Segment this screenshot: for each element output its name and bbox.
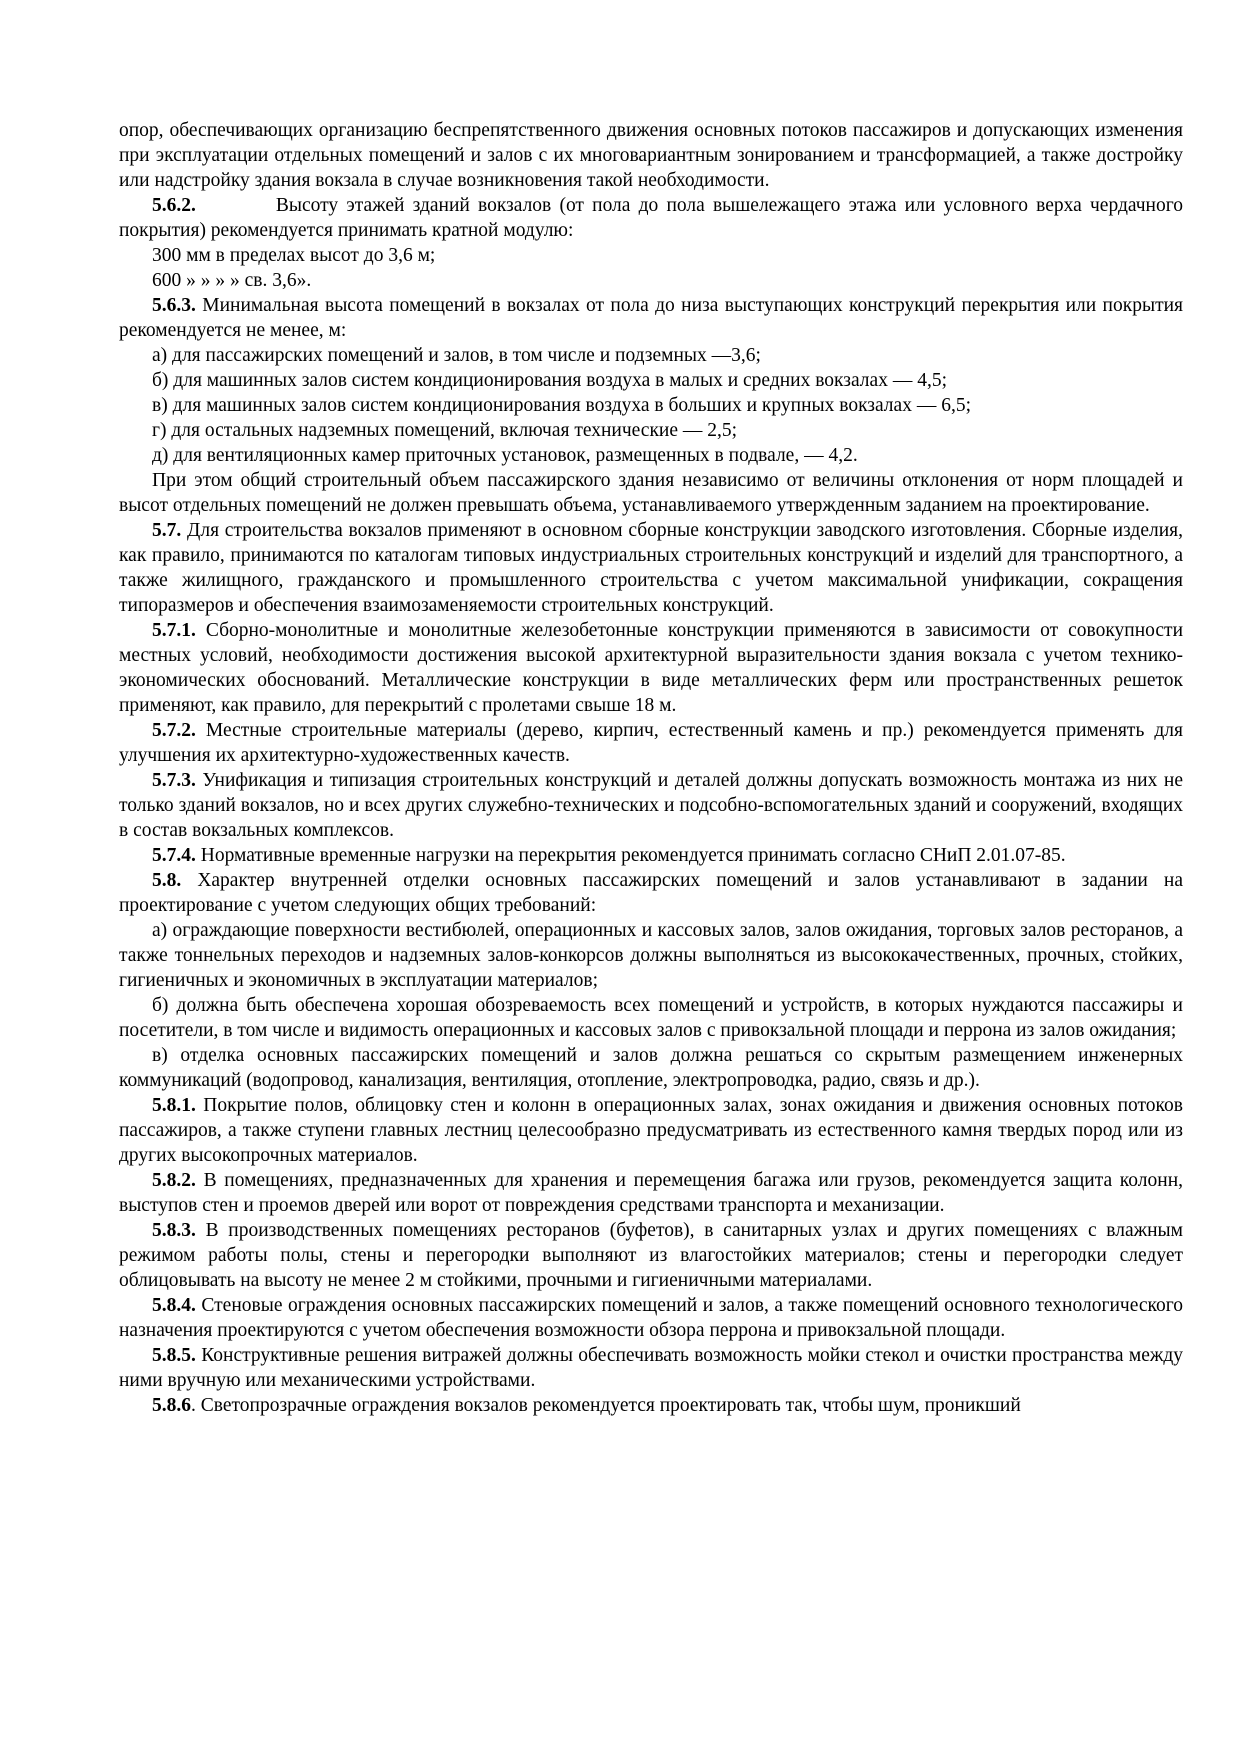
paragraph-text: Минимальная высота помещений в вокзалах от пола до низа выступающих конструкций перекрытия или покрытия рекомендуется не менее, м: [119,295,1183,341]
list-item [119,243,1183,268]
clause-number: 5.8.6 [152,1395,191,1416]
list-item-text: б) должна быть обеспечена хорошая обозреваемость всех помещений и устройств, в которых нуждаются пассажиры и посетители, в том числе и видимость операционных и кассовых залов с привокзальной площади и перрона из залов ожидания; [119,995,1183,1041]
clause-number: 5.8. [152,870,182,891]
list-item [119,368,1183,393]
list-item-text: б) для машинных залов систем кондиционирования воздуха в малых и средних вокзалах — 4,5; [152,370,947,391]
clause-number: 5.8.2. [152,1170,196,1191]
clause-number: 5.8.3. [152,1220,196,1241]
paragraph-5-8-6 [119,1393,1183,1418]
paragraph-text: Сборно-монолитные и монолитные железобетонные конструкции применяются в зависимости от совокупности местных условий, необходимости достижения высокой архитектурной выразительности здания вокзала с учетом технико-экономических обоснований. Металлические конструкции в виде металлических ферм или пространственных решеток применяют, как правило, для перекрытий с пролетами свыше 18 м. [119,620,1183,716]
paragraph-5-8-1 [119,1093,1183,1168]
paragraph-5-6-3 [119,293,1183,343]
paragraph-5-7-2 [119,718,1183,768]
paragraph-text: Высоту этажей зданий вокзалов (от пола до пола вышележащего этажа или условного верха чердачного покрытия) рекомендуется принимать кратной модулю: [119,195,1183,241]
paragraph-5-7-3 [119,768,1183,843]
clause-number: 5.8.1. [152,1095,196,1116]
list-item [119,918,1183,993]
clause-number: 5.7.4. [152,845,196,866]
list-item-text: г) для остальных надземных помещений, включая технические — 2,5; [152,420,738,441]
paragraph-text: Покрытие полов, облицовку стен и колонн в операционных залах, зонах ожидания и движения основных потоков пассажиров, а также ступени главных лестниц целесообразно предусматривать из естественного камня твердых пород или из других высокопрочных материалов. [119,1095,1183,1166]
list-item [119,393,1183,418]
list-item-text: в) для машинных залов систем кондиционирования воздуха в больших и крупных вокзалах — 6,5; [152,395,971,416]
paragraph-continuation [119,118,1183,193]
paragraph-text: Местные строительные материалы (дерево, кирпич, естественный камень и пр.) рекомендуется применять для улучшения их архитектурно-художественных качеств. [119,720,1183,766]
paragraph-5-7-4 [119,843,1183,868]
list-item [119,443,1183,468]
paragraph-text: Стеновые ограждения основных пассажирских помещений и залов, а также помещений основного технологического назначения проектируются с учетом обеспечения возможности обзора перрона и привокзальной площади. [119,1295,1183,1341]
paragraph-5-7-1 [119,618,1183,718]
list-item-text: а) для пассажирских помещений и залов, в том числе и подземных —3,6; [152,345,761,366]
paragraph-5-8-3 [119,1218,1183,1293]
paragraph-text: В помещениях, предназначенных для хранения и перемещения багажа или грузов, рекомендуется защита колонн, выступов стен и проемов дверей или ворот от повреждения средствами транспорта и механизации. [119,1170,1184,1216]
list-item-text: 600 » » » » св. 3,6». [152,270,312,291]
paragraph-5-6-2 [119,193,1183,243]
paragraph-text: Для строительства вокзалов применяют в основном сборные конструкции заводского изготовления. Сборные изделия, как правило, принимаются по каталогам типовых индустриальных строительных конструкций и изделий для транспортного, а также жилищного, гражданского и промышленного строительства с учетом максимальной унификации, сокращения типоразмеров и обеспечения взаимозаменяемости строительных конструкций. [119,520,1183,616]
list-item-text: в) отделка основных пассажирских помещений и залов должна решаться со скрытым размещением инженерных коммуникаций (водопровод, канализация, вентиляция, отопление, электропроводка, радио, связь и др.). [119,1045,1183,1091]
clause-number: 5.8.4. [152,1295,196,1316]
list-item-text: д) для вентиляционных камер приточных установок, размещенных в подвале, — 4,2. [152,445,858,466]
paragraph-text: опор, обеспечивающих организацию беспрепятственного движения основных потоков пассажиров и допускающих изменения при эксплуатации отдельных помещений и залов с их многовариантным зонированием и трансформацией, а также достройку или надстройку здания вокзала в случае возникновения такой необходимости. [119,120,1183,191]
clause-number: 5.6.3. [152,295,196,316]
list-item [119,993,1183,1043]
paragraph-text: Унификация и типизация строительных конструкций и деталей должны допускать возможность монтажа из них не только зданий вокзалов, но и всех других служебно-технических и подсобно-вспомогательных зданий и сооружений, входящих в состав вокзальных комплексов. [119,770,1183,841]
list-item [119,343,1183,368]
clause-number: 5.7. [152,520,182,541]
paragraph-text: Характер внутренней отделки основных пассажирских помещений и залов устанавливают в задании на проектирование с учетом следующих общих требований: [119,870,1184,916]
paragraph-text: При этом общий строительный объем пассажирского здания независимо от величины отклонения от норм площадей и высот отдельных помещений не должен превышать объема, устанавливаемого утвержденным заданием на проектирование. [119,470,1183,516]
clause-number: 5.8.5. [152,1345,196,1366]
clause-number: 5.6.2. [152,195,196,216]
paragraph-text: В производственных помещениях ресторанов (буфетов), в санитарных узлах и других помещениях с влажным режимом работы полы, стены и перегородки выполняют из влагостойких материалов; стены и перегородки следует облицовывать на высоту не менее 2 м стойкими, прочными и гигиеничными материалами. [119,1220,1183,1291]
paragraph-text: Нормативные временные нагрузки на перекрытия рекомендуется принимать согласно СНиП 2.01.07-85. [200,845,1066,866]
list-item-text: а) ограждающие поверхности вестибюлей, операционных и кассовых залов, залов ожидания, торговых залов ресторанов, а также тоннельных переходов и надземных залов-конкорсов должны выполняться из высококачественных, прочных, стойких, гигиеничных и экономичных в эксплуатации материалов; [119,920,1183,991]
paragraph [119,468,1183,518]
paragraph-5-8-5 [119,1343,1183,1393]
list-item [119,1043,1183,1093]
paragraph-text: Конструктивные решения витражей должны обеспечивать возможность мойки стекол и очистки пространства между ними вручную или механическими устройствами. [119,1345,1183,1391]
paragraph-5-8-4 [119,1293,1183,1343]
paragraph-5-8 [119,868,1183,918]
clause-number: 5.7.3. [152,770,196,791]
clause-number: 5.7.2. [152,720,196,741]
list-item [119,268,1183,293]
clause-number: 5.7.1. [152,620,196,641]
paragraph-5-7 [119,518,1183,618]
paragraph-text: . Светопрозрачные ограждения вокзалов рекомендуется проектировать так, чтобы шум, проникший [191,1395,1021,1416]
list-item [119,418,1183,443]
paragraph-5-8-2 [119,1168,1183,1218]
document-page [119,118,1183,1418]
list-item-text: 300 мм в пределах высот до 3,6 м; [152,245,436,266]
